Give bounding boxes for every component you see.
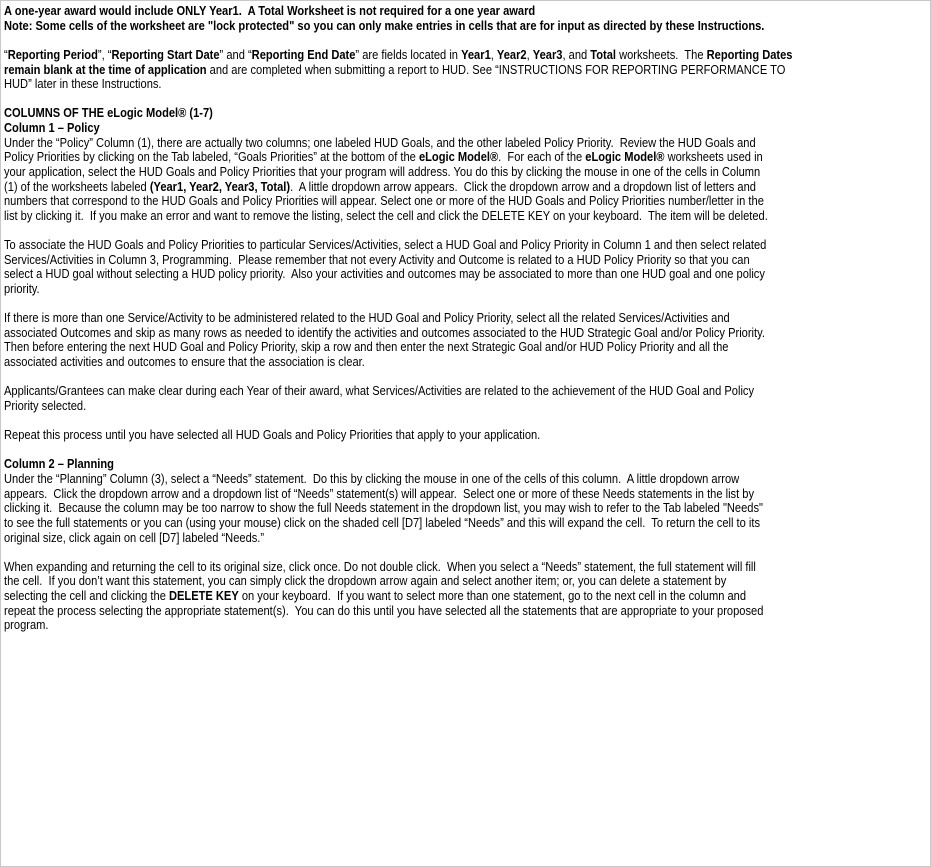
- text-segment: your application, select the HUD Goals and Policy Priorities that your program will address. You do this by clicking the mouse in one of the cells in Column: [4, 163, 761, 179]
- text-line: [4, 516, 931, 531]
- bold-text: Year1: [461, 46, 491, 62]
- text-line: [4, 267, 931, 282]
- text-segment: ,: [490, 46, 497, 62]
- blank-line: [4, 414, 931, 429]
- text-line: [4, 501, 931, 516]
- bold-text: COLUMNS OF THE eLogic Model® (1-7): [4, 105, 213, 121]
- instructions-text: [4, 4, 931, 633]
- text-segment: select a HUD goal without selecting a HUD policy priority. Also your activities and outcomes may be associated to more than one HUD goal and one policy: [4, 266, 765, 282]
- text-line: [4, 253, 931, 268]
- bold-text: Reporting Start Date: [111, 46, 220, 62]
- text-segment: When expanding and returning the cell to its original size, click once. Do not double click. When you select a “Needs” statement, the full statement will fill: [4, 558, 756, 574]
- text-segment: repeat the process selecting the appropriate statement(s). You can do this until you have selected all the statements that are appropriate to your proposed: [4, 602, 764, 618]
- text-line: [4, 574, 931, 589]
- text-line: [4, 355, 931, 370]
- bold-text: Column 2 – Planning: [4, 456, 114, 472]
- text-line: [4, 136, 931, 151]
- text-line: [4, 326, 931, 341]
- text-line: [4, 487, 931, 502]
- text-segment: “: [4, 46, 8, 62]
- text-line: [4, 63, 931, 78]
- text-segment: the cell. If you don’t want this statement, you can simply click the dropdown arrow again and select another item; or, you can delete a statement by: [4, 573, 727, 589]
- bold-text: remain blank at the time of application: [4, 61, 207, 77]
- text-segment: original size, click again on cell [D7] labeled “Needs.”: [4, 529, 265, 545]
- text-segment: ” and “: [219, 46, 252, 62]
- text-line: [4, 77, 931, 92]
- text-segment: priority.: [4, 280, 40, 296]
- bold-text: Total: [590, 46, 617, 62]
- text-line: [4, 340, 931, 355]
- bold-text: (Year1, Year2, Year3, Total): [149, 178, 291, 194]
- blank-line: [4, 223, 931, 238]
- text-segment: appears. Click the dropdown arrow and a dropdown list of “Needs” statement(s) will appear. Select one or more of these Needs statements in the list by: [4, 485, 755, 501]
- text-segment: If there is more than one Service/Activity to be administered related to the HUD Goal and Policy Priority, select all the related Services/Activities and: [4, 310, 730, 326]
- text-line: [4, 48, 931, 63]
- text-line: [4, 531, 931, 546]
- text-segment: selecting the cell and clicking the: [4, 588, 169, 603]
- bold-text: Column 1 – Policy: [4, 120, 100, 135]
- blank-line: [4, 370, 931, 385]
- bold-text: eLogic Model®: [418, 149, 499, 165]
- text-segment: Policy Priorities by clicking on the Tab labeled, “Goals Priorities” at the bottom of the: [4, 149, 419, 165]
- text-segment: , and: [562, 46, 591, 62]
- text-segment: Under the “Planning” Column (3), select a “Needs” statement. Do this by clicking the mouse in one of the cells of this column. A little dropdown arrow: [4, 471, 740, 486]
- text-segment: ” are fields located in: [355, 46, 462, 62]
- text-line: [4, 282, 931, 297]
- text-line: [4, 180, 931, 195]
- text-line: [4, 209, 931, 224]
- text-segment: (1) of the worksheets labeled: [4, 178, 150, 194]
- bold-text: Reporting Dates: [706, 46, 793, 62]
- blank-line: [4, 92, 931, 107]
- text-segment: ”, “: [97, 46, 112, 62]
- text-segment: HUD” later in these Instructions.: [4, 76, 162, 92]
- text-segment: Applicants/Grantees can make clear during each Year of their award, what Services/Activities are related to the achievement of the HUD Goal and Policy: [4, 383, 755, 399]
- bold-text: Year2: [496, 46, 527, 62]
- text-segment: To associate the HUD Goals and Policy Priorities to particular Services/Activities, select a HUD Goal and Policy Priority in Column 1 and then select related: [4, 237, 767, 252]
- text-segment: numbers that correspond to the HUD Goals and Policy Priorities will appear. Select one or more of the HUD Goals and Policy Priorities number/letter in the: [4, 193, 764, 209]
- text-segment: associated Outcomes and skip as many rows as needed to identify the activities and outcomes associated to the HUD Strategic Goal and/or Policy Priority.: [4, 324, 765, 340]
- blank-line: [4, 545, 931, 560]
- bold-text: eLogic Model®: [585, 149, 665, 165]
- text-segment: Priority selected.: [4, 397, 87, 413]
- bold-text: Reporting Period: [7, 46, 98, 62]
- blank-line: [4, 33, 931, 48]
- text-segment: program.: [4, 617, 49, 633]
- bold-text: Note: Some cells of the worksheet are "lock protected" so you can only make entries in cells that are for input as directed by these Instructions.: [4, 17, 765, 33]
- text-line: [4, 19, 931, 34]
- text-segment: associated activities and outcomes to ensure that the association is clear.: [4, 354, 365, 369]
- text-segment: Then before entering the next HUD Goal and Policy Priority, skip a row and then enter the next Strategic Goal and/or HUD Policy Priority and all the: [4, 339, 729, 355]
- bold-text: DELETE KEY: [168, 588, 239, 603]
- blank-line: [4, 297, 931, 312]
- text-segment: on your keyboard. If you want to select more than one statement, go to the next cell in the column and: [238, 588, 747, 603]
- text-segment: Services/Activities in Column 3, Programming. Please remember that not every Activity and Outcome is related to a HUD Policy Priority so that you can: [4, 251, 750, 267]
- text-segment: and are completed when submitting a report to HUD. See “INSTRUCTIONS FOR REPORTING PERFORMANCE TO: [206, 61, 786, 77]
- bold-text: Reporting End Date: [251, 46, 356, 62]
- text-line: [4, 399, 931, 414]
- text-segment: list by clicking it. If you make an error and want to remove the listing, select the cell and click the DELETE KEY on your keyboard. The item will be deleted.: [4, 207, 768, 223]
- text-segment: to see the full statements or you can (using your mouse) click on the shaded cell [D7] labeled “Needs” and this will expand the cell. To return the cell to its: [4, 514, 761, 530]
- blank-line: [4, 443, 931, 458]
- text-line: [4, 194, 931, 209]
- text-segment: Under the “Policy” Column (1), there are actually two columns; one labeled HUD Goals, and the other labeled Policy Priority. Review the HUD Goals and: [4, 134, 756, 150]
- text-line: [4, 604, 931, 619]
- text-line: [4, 428, 931, 443]
- text-segment: worksheets used in: [664, 149, 763, 165]
- text-segment: clicking it. Because the column may be too narrow to show the full Needs statement in the dropdown list, you may wish to refer to the Tab labeled "Needs": [4, 500, 763, 516]
- text-line: [4, 121, 931, 136]
- text-line: [4, 311, 931, 326]
- text-line: [4, 560, 931, 575]
- text-line: [4, 165, 931, 180]
- text-line: [4, 457, 931, 472]
- text-line: [4, 150, 931, 165]
- text-line: [4, 238, 931, 253]
- text-segment: Repeat this process until you have selected all HUD Goals and Policy Priorities that apply to your application.: [4, 427, 541, 443]
- text-segment: . For each of the: [498, 149, 586, 165]
- text-segment: worksheets. The: [616, 46, 707, 62]
- text-line: [4, 106, 931, 121]
- text-line: [4, 4, 931, 19]
- text-line: [4, 589, 931, 604]
- text-line: [4, 618, 931, 633]
- bold-text: A one-year award would include ONLY Year1. A Total Worksheet is not required for a one year award: [4, 3, 536, 18]
- text-line: [4, 384, 931, 399]
- text-line: [4, 472, 931, 487]
- bold-text: Year3: [532, 46, 563, 62]
- text-segment: ,: [526, 46, 533, 62]
- text-segment: . A little dropdown arrow appears. Click the dropdown arrow and a dropdown list of letters and: [290, 178, 756, 194]
